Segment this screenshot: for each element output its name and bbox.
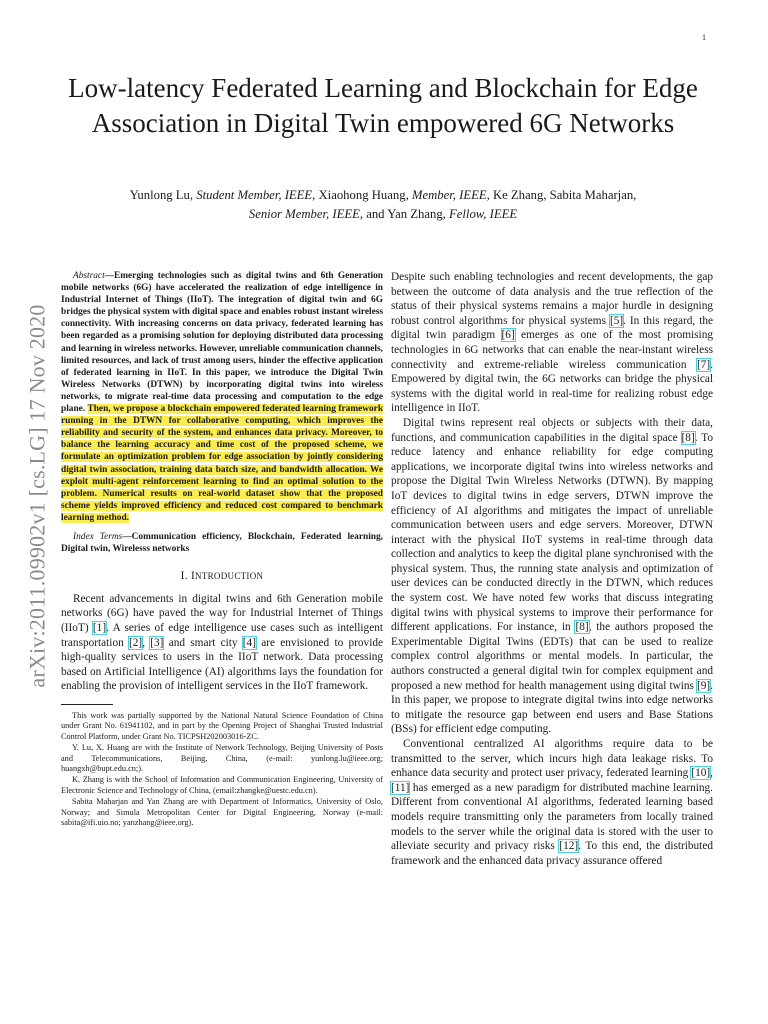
section-title-rest: NTRODUCTION <box>195 571 264 582</box>
arxiv-stamp-text: arXiv:2011.09902v1 [cs.LG] 17 Nov 2020 <box>25 304 50 688</box>
left-column <box>61 270 383 829</box>
index-terms-text: Communication efficiency, Blockchain, Federated learning, Digital twin, Wirelesss networks <box>61 531 383 555</box>
author-role: Student Member, IEEE <box>196 188 313 202</box>
text-run: are envisioned to provide high-quality services to users in the IIoT network. Data processing based on Artificial Intelligence (AI) algorithms lays the foundation for enabling the provision of intelligent services in the IIoT framework. <box>61 636 383 693</box>
text-run: , <box>710 767 713 780</box>
right-column <box>391 270 713 868</box>
abstract-highlight: Then, we propose a blockchain empowered federated learning framework running in the DTWN for collaborative computing, which improves the reliability and security of the system, and enhances data privacy. Moreover, to balance the learning accuracy and time cost of the proposed scheme, we formulate an optimization problem for edge association by jointly considering digital twin association, training data batch size, and bandwidth allocation. We exploit multi-agent reinforcement learning to find an optimal solution to the problem. Numerical results on real-world dataset show that the proposed scheme yields improved efficiency and reduced cost compared to benchmark learning method. <box>61 404 384 523</box>
author-role: Fellow, IEEE <box>449 207 518 221</box>
text-run: Despite such enabling technologies and recent developments, the gap between the outcome of data analysis and the true reflection of the status of their physical systems remains a major hurdle in designing robust control algorithms for physical systems <box>391 271 713 327</box>
citation-link[interactable]: [9] <box>696 679 711 692</box>
section-numeral: I. <box>180 570 188 583</box>
author-list: Yunlong Lu, Student Member, IEEE, Xiaohong Huang, Member, IEEE, Ke Zhang, Sabita Maharjan, Senior Member, IEEE, and Yan Zhang, Fellow, IEEE <box>129 188 637 221</box>
body-paragraph <box>391 737 713 868</box>
citation-link[interactable]: [8] <box>681 431 695 444</box>
text-run: and smart city <box>163 636 243 649</box>
author-name: Yan Zhang <box>387 207 443 221</box>
authors-connector: and <box>366 207 385 221</box>
intro-paragraph <box>61 592 383 694</box>
text-run: Conventional centralized AI algorithms require data to be transmitted to the server, which incurs high data leakage risks. To enhance data security and protect user privacy, federated learning <box>391 738 713 780</box>
author-name: Xiaohong Huang <box>318 188 406 202</box>
citation-link[interactable]: [5] <box>609 314 624 327</box>
citation-link[interactable]: [10] <box>691 767 711 780</box>
abstract <box>61 270 383 524</box>
text-run: . A series of edge intelligence use cases such as intelligent transportation <box>61 621 383 649</box>
footnote-affiliation: Sabita Maharjan and Yan Zhang are with Department of Informatics, University of Oslo, Norway; and Simula Metropolitan Center for Digital Engineering, Norway (e-mail: sabita@ifi.uio.no; yanzhang@ieee.org). <box>61 797 383 827</box>
citation-link[interactable]: [4] <box>242 636 256 649</box>
section-heading-introduction <box>61 569 383 584</box>
section-initial: I <box>190 570 196 583</box>
text-run: Recent advancements in digital twins and 6th Generation mobile networks (6G) have paved the way for Industrial Internet of Things (IIoT) <box>61 592 383 634</box>
text-run: . In this paper, we propose to integrate digital twins into edge networks to mitigate the resource gap between end users and Base Stations (BSs) for efficient edge computing. <box>391 679 713 736</box>
footnotes <box>61 711 383 828</box>
footnote-affiliation: Y. Lu, X. Huang are with the Institute of Network Technology, Beijing University of Posts and Telecommunications, Beijing, China, (e-mail: yunlong.lu@ieee.org; huangxh@bupt.edu.cn;). <box>61 743 383 773</box>
text-run: , the authors proposed the Experimentable Digital Twins (EDTs) that can be used to realize complex control algorithms or mental models. In particular, the authors constructed a general digital twin for complex equipment and proposed a new method for health management using digital twins <box>391 621 713 692</box>
citation-link[interactable]: [1] <box>92 621 107 634</box>
abstract-text: Emerging technologies such as digital twins and 6th Generation mobile networks (6G) have accelerated the realization of edge intelligence in Industrial Internet of Things (IIoT). The integration of digital twin and 6G bridges the physical system with digital space and enables robust instant wireless connectivity. With increasing concerns on data privacy, federated learning has been regarded as a promising solution for deploying distributed data processing and learning in wireless networks. However, unreliable communication channels, limited resources, and lack of trust among users, hinder the effective application of federated learning in IIoT. In this paper, we introduce the Digital Twin Wireless Networks (DTWN) by incorporating digital twins into wireless networks, to migrate real-time data processing and computation to the edge plane. <box>61 271 383 415</box>
text-run: . Empowered by digital twin, the 6G networks can bridge the physical systems with the digital world in real-time for realizing robust edge intelligence in IIoT. <box>391 358 713 415</box>
index-terms <box>61 531 383 555</box>
citation-link[interactable]: [11] <box>391 781 410 794</box>
arxiv-stamp <box>20 266 56 726</box>
author-name: Ke Zhang <box>492 188 544 202</box>
footnote-funding: This work was partially supported by the National Natural Science Foundation of China under Grant No. 61941102, and in part by the Opening Project of Shanghai Trusted Industrial Control Platform, under Grant No. TICPSH202003016-ZC. <box>61 710 383 741</box>
page-number: 1 <box>702 33 706 42</box>
abstract-dash: — <box>104 271 115 281</box>
citation-link[interactable]: [7] <box>696 358 711 371</box>
citation-link[interactable]: [2] <box>129 636 143 649</box>
footnote-affiliation: K. Zhang is with the School of Information and Communication Engineering, University of Electronic Science and Technology of China, (email:zhangke@uestc.edu.cn). <box>61 775 383 795</box>
index-terms-label: Index Terms <box>73 531 123 542</box>
citation-link[interactable]: [12] <box>559 840 579 853</box>
citation-link[interactable]: [3] <box>150 636 164 649</box>
author-role: Member, IEEE <box>411 188 487 202</box>
text-run: has emerged as a new paradigm for distributed machine learning. Different from conventional AI algorithms, federated learning based models require transmitting only the parameters from locally trained models to the server while the original data is stored with the user to alleviate security and privacy risks <box>391 781 713 853</box>
text-run: . To this end, the distributed framework and the enhanced data privacy assurance offered <box>391 840 713 867</box>
text-run: Digital twins represent real objects or subjects with their data, functions, and communication capabilities in the digital space <box>391 416 713 444</box>
text-run: emerges as one of the most promising technologies in 6G networks that can enable the near-instant wireless connectivity and extreme-reliable wireless communication <box>391 329 713 371</box>
citation-link[interactable]: [6] <box>501 329 515 342</box>
author-name: Yunlong Lu <box>129 188 190 202</box>
citation-link[interactable]: [8] <box>575 621 589 634</box>
text-run: , <box>142 636 151 649</box>
body-paragraph <box>391 270 713 416</box>
author-role: Senior Member, IEEE <box>248 207 360 221</box>
footnote-rule <box>61 704 113 705</box>
text-run: . To reduce latency and enhance reliability for edge computing applications, we incorporate digital twins into wireless networks and propose the Digital Twin Wireless Networks (DTWN). By mapping IoT devices to digital twins in edge servers, DTWN improve the efficiency of AI algorithms and mitigates the impact of unreliable communication between users and edge servers. Moreover, DTWN interact with the physical IIoT systems in real-time through data collection and analytics to keep the digital plane synchronised with the physical system. Thus, the running state analysis and optimization of user devices can be conducted directly in the DTWN, which reduces the system cost. We have noted few works that discuss integrating digital twins with physical systems to improve their performance for different applications. For instance, in <box>391 431 713 634</box>
body-paragraph <box>391 416 713 737</box>
paper-title: Low-latency Federated Learning and Blockchain for Edge Association in Digital Twin empowered 6G Networks <box>68 73 698 138</box>
text-run: . In this regard, the digital twin paradigm <box>391 314 714 342</box>
author-name: Sabita Maharjan <box>549 188 634 202</box>
index-terms-dash: — <box>122 531 132 542</box>
abstract-label: Abstract <box>73 271 105 281</box>
